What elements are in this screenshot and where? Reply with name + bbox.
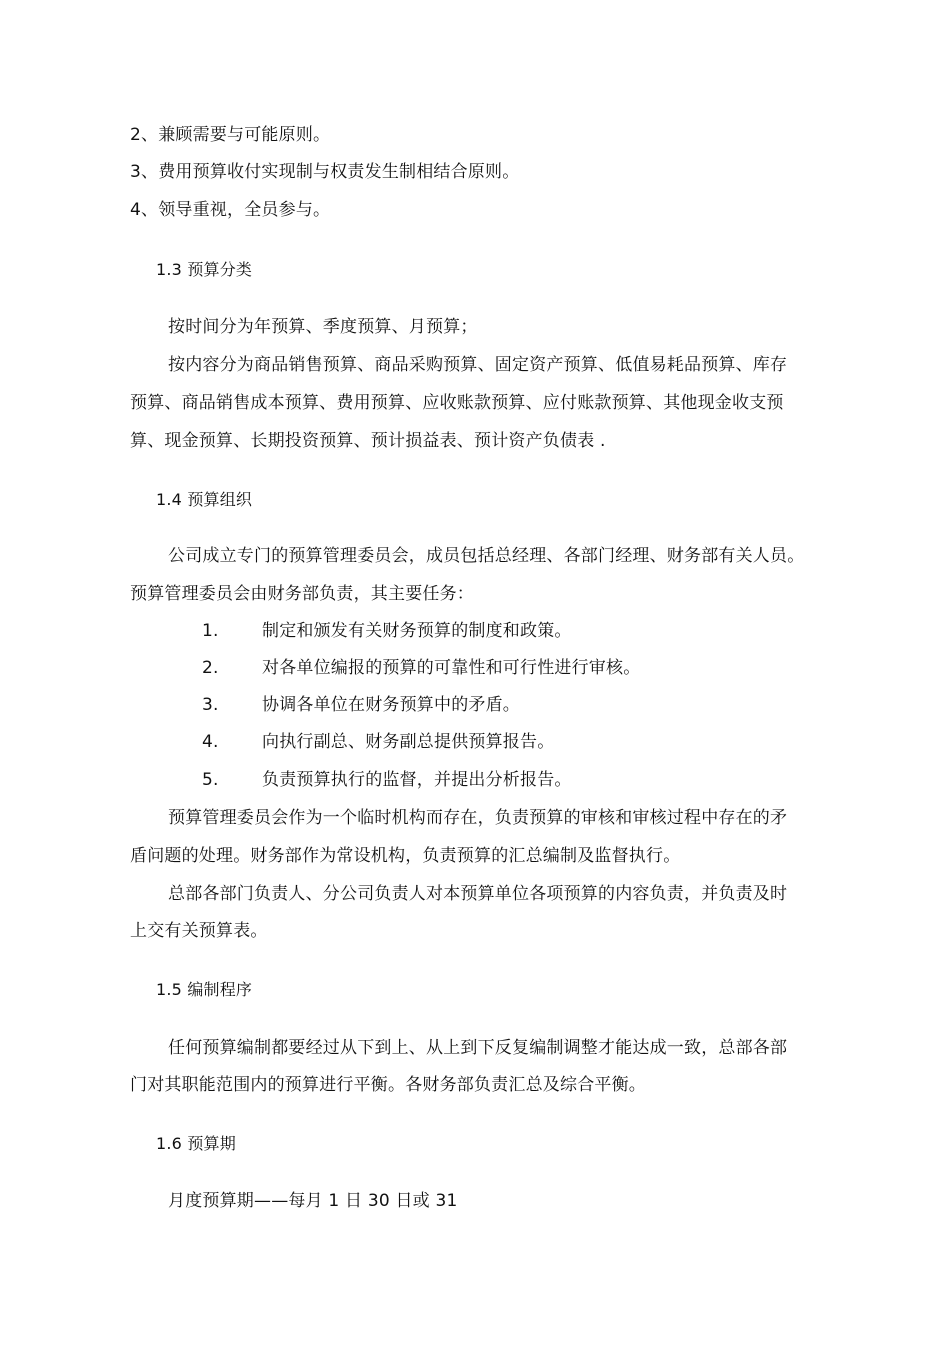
paragraph-classification-content-line-2: 预算、商品销售成本预算、费用预算、应收账款预算、应付账款预算、其他现金收支预: [130, 393, 784, 413]
paragraph-responsibility-line-2: 上交有关预算表。: [130, 921, 268, 941]
task-number: 3.: [202, 695, 219, 715]
paragraph-organization-line-1: 公司成立专门的预算管理委员会，成员包括总经理、各部门经理、财务部有关人员。: [168, 546, 805, 566]
task-number: 2.: [202, 658, 219, 678]
paragraph-organization-line-2: 预算管理委员会由财务部负责，其主要任务：: [130, 584, 474, 604]
section-heading-1-4: 1.4 预算组织: [156, 490, 253, 509]
task-item: [202, 694, 520, 716]
principle-2: 2、兼顾需要与可能原则。: [130, 125, 331, 145]
task-item: [202, 731, 554, 753]
paragraph-procedure-line-2: 门对其职能范围内的预算进行平衡。各财务部负责汇总及综合平衡。: [130, 1075, 646, 1095]
task-number: 1.: [202, 621, 219, 641]
task-text: 对各单位编报的预算的可靠性和可行性进行审核。: [262, 658, 641, 678]
paragraph-committee-line-2: 盾问题的处理。财务部作为常设机构，负责预算的汇总编制及监督执行。: [130, 846, 681, 866]
section-heading-1-3: 1.3 预算分类: [156, 260, 253, 279]
task-text: 向执行副总、财务副总提供预算报告。: [262, 732, 555, 752]
paragraph-procedure-line-1: 任何预算编制都要经过从下到上、从上到下反复编制调整才能达成一致，总部各部: [168, 1038, 788, 1058]
task-item: [202, 657, 640, 679]
paragraph-classification-content-line-1: 按内容分为商品销售预算、商品采购预算、固定资产预算、低值易耗品预算、库存: [168, 355, 788, 375]
task-text: 负责预算执行的监督，并提出分析报告。: [262, 770, 572, 790]
principle-3: 3、费用预算收付实现制与权责发生制相结合原则。: [130, 162, 520, 182]
section-heading-1-5: 1.5 编制程序: [156, 980, 253, 999]
task-text: 制定和颁发有关财务预算的制度和政策。: [262, 621, 572, 641]
paragraph-responsibility-line-1: 总部各部门负责人、分公司负责人对本预算单位各项预算的内容负责，并负责及时: [168, 884, 788, 904]
paragraph-classification-time: 按时间分为年预算、季度预算、月预算；: [168, 317, 478, 337]
task-text: 协调各单位在财务预算中的矛盾。: [262, 695, 520, 715]
section-heading-1-6: 1.6 预算期: [156, 1134, 236, 1153]
task-number: 4.: [202, 732, 219, 752]
paragraph-classification-content-line-3: 算、现金预算、长期投资预算、预计损益表、预计资产负债表 .: [130, 431, 606, 451]
paragraph-committee-line-1: 预算管理委员会作为一个临时机构而存在，负责预算的审核和审核过程中存在的矛: [168, 808, 788, 828]
paragraph-budget-period: 月度预算期——每月 1 日 30 日或 31: [168, 1191, 458, 1211]
task-number: 5.: [202, 770, 219, 790]
task-item: [202, 620, 572, 642]
task-item: [202, 769, 572, 791]
principle-4: 4、领导重视，全员参与。: [130, 200, 331, 220]
